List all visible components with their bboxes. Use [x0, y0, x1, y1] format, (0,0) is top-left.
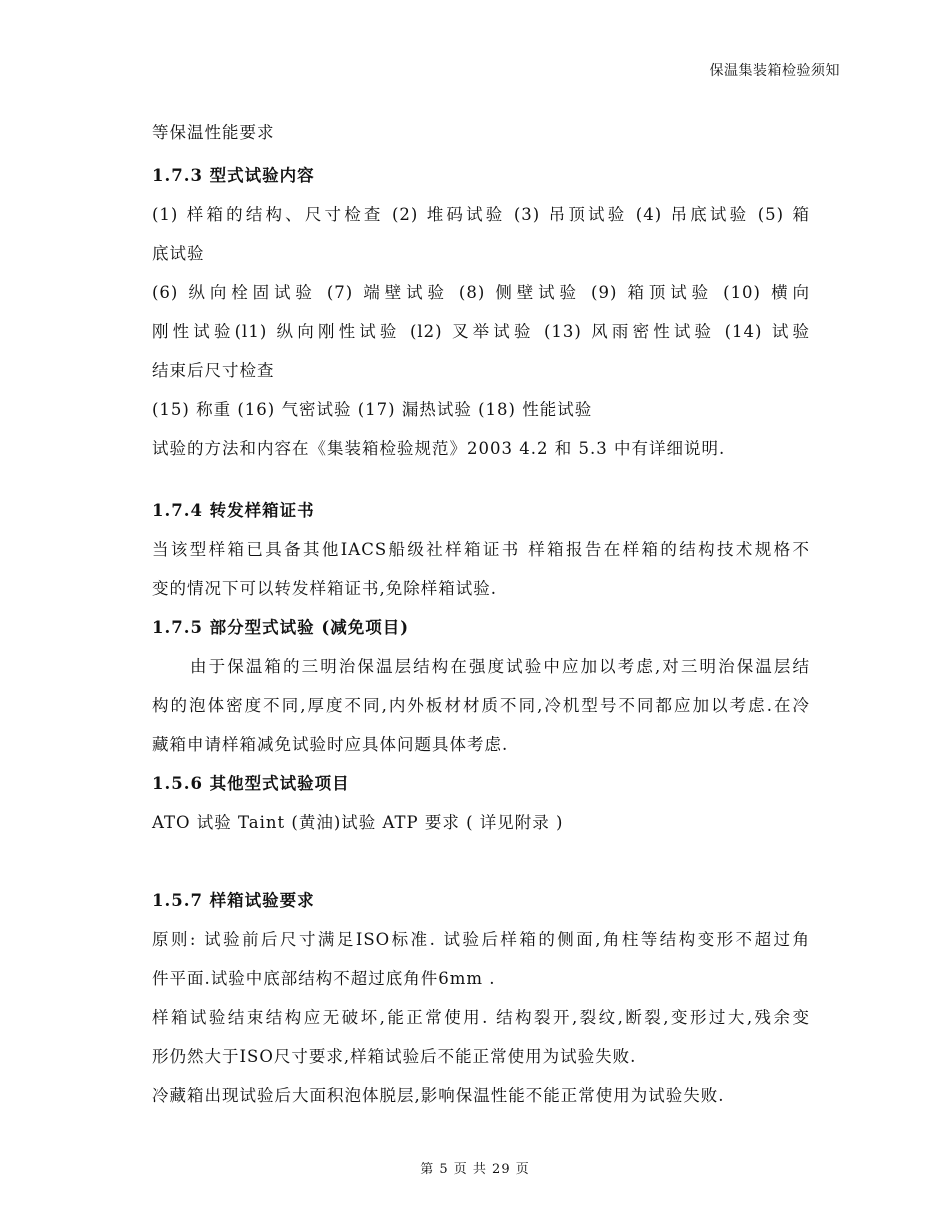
page-number: 第 5 页 共 29 页 — [420, 1162, 530, 1177]
text-line: (15) 称重 (16) 气密试验 (17) 漏热试验 (18) 性能试验 — [152, 400, 593, 419]
text-line: 冷藏箱出现试验后大面积泡体脱层,影响保温性能不能正常使用为试验失败. — [152, 1086, 725, 1105]
section-heading: 1.7.4 转发样箱证书 — [152, 501, 315, 520]
text-line: 变的情况下可以转发样箱证书,免除样箱试验. — [152, 579, 497, 598]
text-line: 当该型样箱已具备其他IACS船级社样箱证书 样箱报告在样箱的结构技术规格不 — [152, 540, 810, 559]
text-line: 件平面.试验中底部结构不超过底角件6mm . — [152, 969, 496, 988]
text-line: 藏箱申请样箱减免试验时应具体问题具体考虑. — [152, 735, 509, 754]
running-header: 保温集装箱检验须知 — [709, 63, 840, 79]
text-line: 形仍然大于ISO尺寸要求,样箱试验后不能正常使用为试验失败. — [152, 1047, 637, 1066]
section-heading: 1.7.5 部分型式试验 (减免项目) — [152, 618, 410, 637]
text-line: 试验的方法和内容在《集装箱检验规范》2003 4.2 和 5.3 中有详细说明. — [152, 439, 726, 458]
section-heading: 1.5.6 其他型式试验项目 — [152, 774, 350, 793]
text-line: 由于保温箱的三明治保温层结构在强度试验中应加以考虑,对三明治保温层结 — [190, 657, 810, 676]
text-line: 构的泡体密度不同,厚度不同,内外板材材质不同,冷机型号不同都应加以考虑.在冷 — [152, 696, 810, 715]
text-line: 原则: 试验前后尺寸满足ISO标准. 试验后样箱的侧面,角柱等结构变形不超过角 — [152, 930, 810, 949]
header-rule — [150, 84, 840, 85]
text-line: (1) 样箱的结构、尺寸检查 (2) 堆码试验 (3) 吊顶试验 (4) 吊底试验 (5) 箱 — [152, 205, 810, 224]
text-line: 等保温性能要求 — [152, 123, 275, 142]
text-line: 结束后尺寸检查 — [152, 361, 275, 380]
text-line: (6) 纵向栓固试验 (7) 端壁试验 (8) 侧壁试验 (9) 箱顶试验 (10) 横向 — [152, 283, 810, 302]
section-heading: 1.5.7 样箱试验要求 — [152, 891, 315, 910]
section-heading: 1.7.3 型式试验内容 — [152, 166, 315, 185]
text-line: 底试验 — [152, 244, 205, 263]
text-line: 刚性试验(l1) 纵向刚性试验 (l2) 叉举试验 (13) 风雨密性试验 (14) 试验 — [152, 322, 810, 341]
text-line: ATO 试验 Taint (黄油)试验 ATP 要求 ( 详见附录 ) — [152, 813, 564, 832]
text-line: 样箱试验结束结构应无破坏,能正常使用. 结构裂开,裂纹,断裂,变形过大,残余变 — [152, 1008, 810, 1027]
